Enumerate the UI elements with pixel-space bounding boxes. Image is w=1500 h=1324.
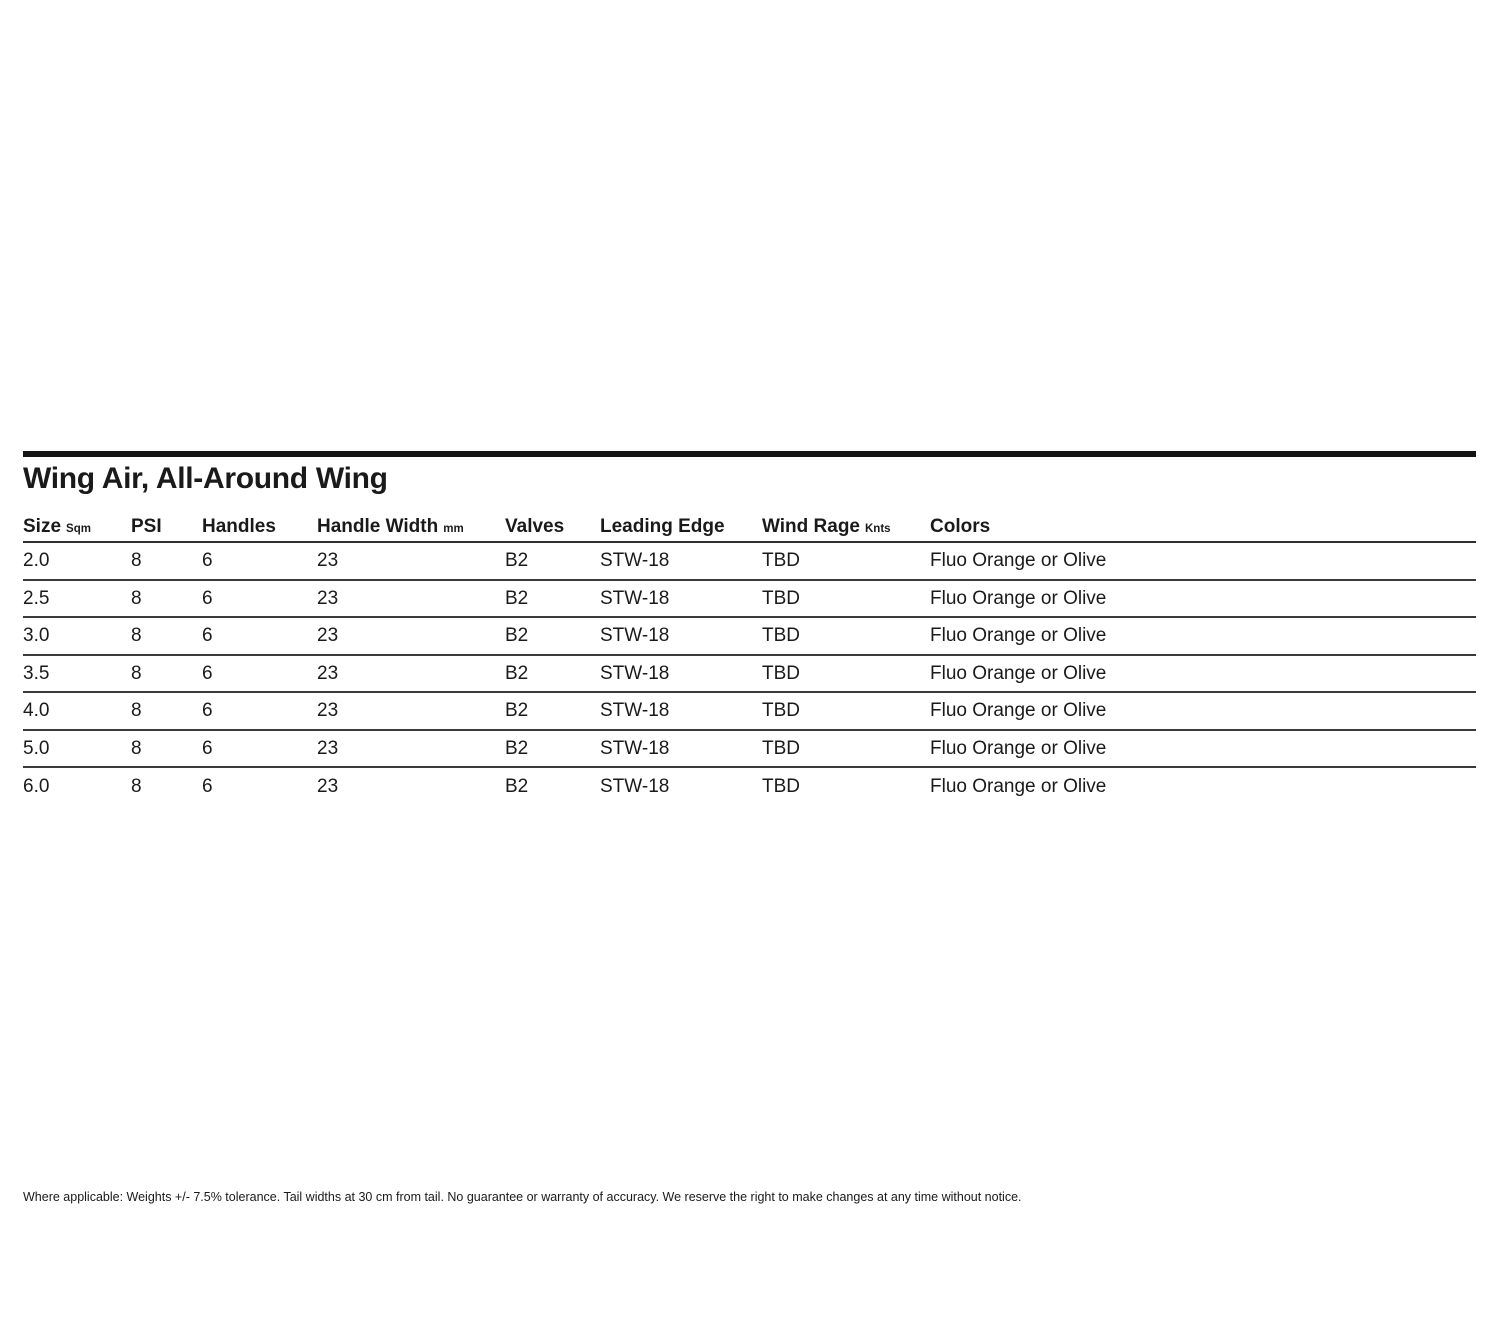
column-header [23,517,131,536]
table-cell: Fluo Orange or Olive [930,550,1107,572]
disclaimer-footnote: Where applicable: Weights +/- 7.5% tolerance. Tail widths at 30 cm from tail. No guarantee or warranty of accuracy. We reserve the right to make changes at any time without notice. [23,1190,1022,1204]
table-cell: 8 [131,737,142,759]
table-cell: TBD [762,776,800,798]
table-cell: 4.0 [23,700,50,722]
column-header [505,517,600,536]
table-cell: 6 [202,662,213,684]
table-cell: Fluo Orange or Olive [930,662,1107,684]
table-cell: 23 [317,662,339,684]
table-cell: 23 [317,550,339,572]
table-cell: TBD [762,625,800,647]
table-cell: 8 [131,625,142,647]
spec-table [23,505,1476,806]
table-cell: 5.0 [23,737,50,759]
table-cell: 6 [202,700,213,722]
column-header [317,517,505,536]
table-cell: 6 [202,625,213,647]
table-cell: 23 [317,737,339,759]
table-cell: Fluo Orange or Olive [930,700,1107,722]
column-header [600,517,762,536]
table-cell: 8 [131,550,142,572]
column-header [762,517,930,536]
table-body [23,543,1476,806]
table-cell: TBD [762,662,800,684]
table-cell: STW-18 [600,700,670,722]
table-cell: TBD [762,700,800,722]
column-header-label: Size [23,516,62,537]
section-divider-bar [23,451,1476,457]
table-cell: STW-18 [600,587,670,609]
column-header-unit: Knts [865,523,891,535]
table-cell: 6 [202,776,213,798]
table-row [23,693,1476,731]
column-header [202,517,317,536]
table-cell: 6 [202,737,213,759]
table-cell: 23 [317,587,339,609]
table-cell: 23 [317,625,339,647]
table-row [23,768,1476,806]
column-header [930,517,1476,536]
column-header-label: Wind Rage [762,516,860,537]
table-cell: 8 [131,776,142,798]
table-cell: 8 [131,700,142,722]
table-cell: 8 [131,587,142,609]
table-cell: 2.5 [23,587,50,609]
table-title: Wing Air, All-Around Wing [23,462,388,495]
table-cell: 8 [131,662,142,684]
table-row [23,618,1476,656]
column-header-unit: Sqm [66,523,91,535]
table-cell: B2 [505,625,529,647]
table-cell: STW-18 [600,776,670,798]
table-cell: 6 [202,550,213,572]
column-header-label: Leading Edge [600,516,725,537]
table-cell: 3.0 [23,625,50,647]
column-header [131,517,202,536]
table-cell: TBD [762,737,800,759]
table-cell: 3.5 [23,662,50,684]
table-cell: TBD [762,587,800,609]
table-cell: 2.0 [23,550,50,572]
table-cell: B2 [505,776,529,798]
table-cell: Fluo Orange or Olive [930,737,1107,759]
table-cell: B2 [505,550,529,572]
column-header-label: PSI [131,516,162,537]
table-header-row [23,505,1476,543]
table-row [23,731,1476,769]
table-cell: Fluo Orange or Olive [930,776,1107,798]
column-header-label: Handles [202,516,276,537]
table-cell: STW-18 [600,625,670,647]
column-header-label: Colors [930,516,991,537]
column-header-label: Handle Width [317,516,439,537]
table-cell: 23 [317,700,339,722]
table-cell: B2 [505,700,529,722]
table-cell: STW-18 [600,662,670,684]
column-header-unit: mm [443,523,464,535]
table-cell: B2 [505,737,529,759]
table-cell: 23 [317,776,339,798]
table-row [23,656,1476,694]
table-cell: STW-18 [600,737,670,759]
table-cell: Fluo Orange or Olive [930,587,1107,609]
table-row [23,581,1476,619]
table-cell: 6.0 [23,776,50,798]
table-cell: TBD [762,550,800,572]
table-cell: B2 [505,662,529,684]
table-cell: B2 [505,587,529,609]
table-cell: STW-18 [600,550,670,572]
table-row [23,543,1476,581]
table-cell: 6 [202,587,213,609]
table-cell: Fluo Orange or Olive [930,625,1107,647]
column-header-label: Valves [505,516,565,537]
